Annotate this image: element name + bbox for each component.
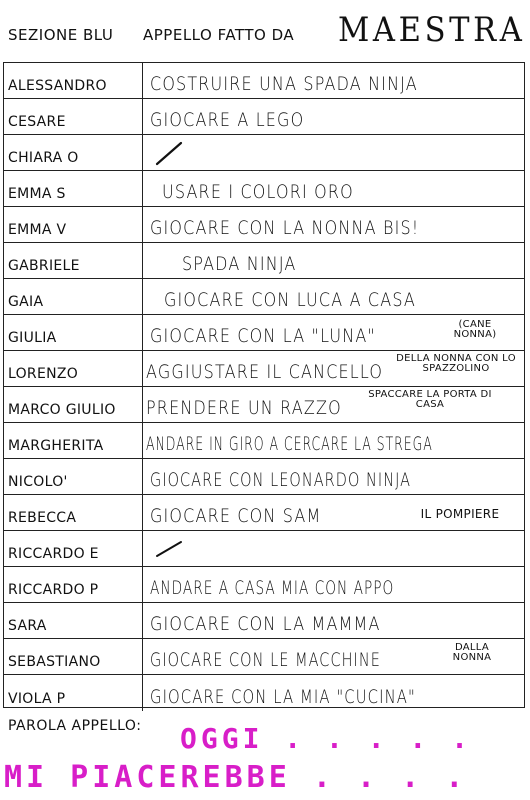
column-divider	[142, 315, 143, 350]
table-row	[4, 351, 524, 387]
student-name: SARA	[8, 618, 47, 634]
student-answer: PRENDERE UN RAZZO	[146, 397, 342, 419]
called-by-label: APPELLO FATTO DA	[143, 26, 295, 44]
table-row	[4, 567, 524, 603]
student-name: LORENZO	[8, 366, 79, 382]
absent-slash-mark	[154, 536, 184, 562]
student-name: SEBASTIANO	[8, 654, 101, 670]
column-divider	[142, 675, 143, 711]
attendance-table	[3, 62, 525, 708]
student-answer: GIOCARE CON LA NONNA BIS!	[150, 217, 420, 239]
student-answer: USARE I COLORI ORO	[162, 181, 354, 203]
column-divider	[142, 243, 143, 278]
table-row	[4, 423, 524, 459]
table-row	[4, 603, 524, 639]
table-row	[4, 63, 524, 99]
student-name: MARCO GIULIO	[8, 402, 116, 418]
answer-note: DALLA NONNA	[452, 642, 492, 663]
student-name: CESARE	[8, 114, 66, 130]
student-name: RICCARDO E	[8, 546, 99, 562]
roll-call-prompt-line1: OGGI . . . . .	[180, 722, 473, 755]
column-divider	[142, 531, 143, 566]
student-answer: GIOCARE CON LA MAMMA	[150, 613, 381, 635]
student-answer: ANDARE A CASA MIA CON APPO	[150, 577, 395, 599]
student-answer: GIOCARE CON LEONARDO NINJA	[150, 469, 412, 491]
table-row	[4, 171, 524, 207]
student-name: VIOLA P	[8, 691, 66, 707]
column-divider	[142, 279, 143, 314]
student-answer: COSTRUIRE UNA SPADA NINJA	[150, 73, 418, 95]
student-answer: GIOCARE CON LE MACCHINE	[150, 649, 381, 671]
student-answer: ANDARE IN GIRO A CERCARE LA STREGA	[146, 433, 433, 455]
table-row	[4, 243, 524, 279]
column-divider	[142, 135, 143, 170]
column-divider	[142, 639, 143, 674]
absent-slash-mark	[154, 140, 184, 166]
student-answer: GIOCARE CON LA "LUNA"	[150, 325, 376, 347]
student-name: GABRIELE	[8, 258, 80, 274]
column-divider	[142, 567, 143, 602]
student-name: GIULIA	[8, 330, 57, 346]
table-row	[4, 315, 524, 351]
student-answer: SPADA NINJA	[182, 253, 297, 275]
called-by-value: MAESTRA	[338, 10, 526, 50]
roll-call-word-label: PAROLA APPELLO:	[8, 718, 142, 734]
column-divider	[142, 459, 143, 494]
answer-note: IL POMPIERE	[420, 507, 500, 521]
student-name: RICCARDO P	[8, 582, 99, 598]
column-divider	[142, 63, 143, 98]
student-answer: AGGIUSTARE IL CANCELLO	[146, 361, 384, 383]
column-divider	[142, 99, 143, 134]
table-row	[4, 99, 524, 135]
student-answer: GIOCARE CON LUCA A CASA	[164, 289, 417, 311]
table-row	[4, 279, 524, 315]
answer-note: SPACCARE LA PORTA DI CASA	[368, 389, 492, 410]
table-row	[4, 207, 524, 243]
table-row	[4, 459, 524, 495]
column-divider	[142, 423, 143, 458]
table-row	[4, 387, 524, 423]
answer-note: (CANE NONNA)	[453, 319, 497, 340]
roll-call-prompt-line2: MI PIACEREBBE . . . .	[4, 760, 468, 795]
column-divider	[142, 387, 143, 422]
table-row	[4, 495, 524, 531]
student-name: GAIA	[8, 294, 44, 310]
column-divider	[142, 603, 143, 638]
roster-header	[8, 10, 526, 54]
student-name: CHIARA O	[8, 150, 79, 166]
column-divider	[142, 351, 143, 386]
student-name: NICOLO'	[8, 474, 68, 490]
table-row	[4, 531, 524, 567]
answer-note: DELLA NONNA CON LO SPAZZOLINO	[396, 353, 516, 374]
student-name: ALESSANDRO	[8, 78, 107, 94]
student-answer: GIOCARE CON SAM	[150, 505, 322, 527]
column-divider	[142, 207, 143, 242]
student-name: MARGHERITA	[8, 438, 104, 454]
student-answer: GIOCARE A LEGO	[150, 109, 305, 131]
table-row	[4, 639, 524, 675]
student-name: REBECCA	[8, 510, 77, 526]
student-answer: GIOCARE CON LA MIA "CUCINA"	[150, 686, 416, 708]
section-label: SEZIONE BLU	[8, 26, 114, 44]
column-divider	[142, 495, 143, 530]
student-name: EMMA V	[8, 222, 67, 238]
table-row	[4, 675, 524, 711]
student-name: EMMA S	[8, 186, 66, 202]
table-row	[4, 135, 524, 171]
column-divider	[142, 171, 143, 206]
